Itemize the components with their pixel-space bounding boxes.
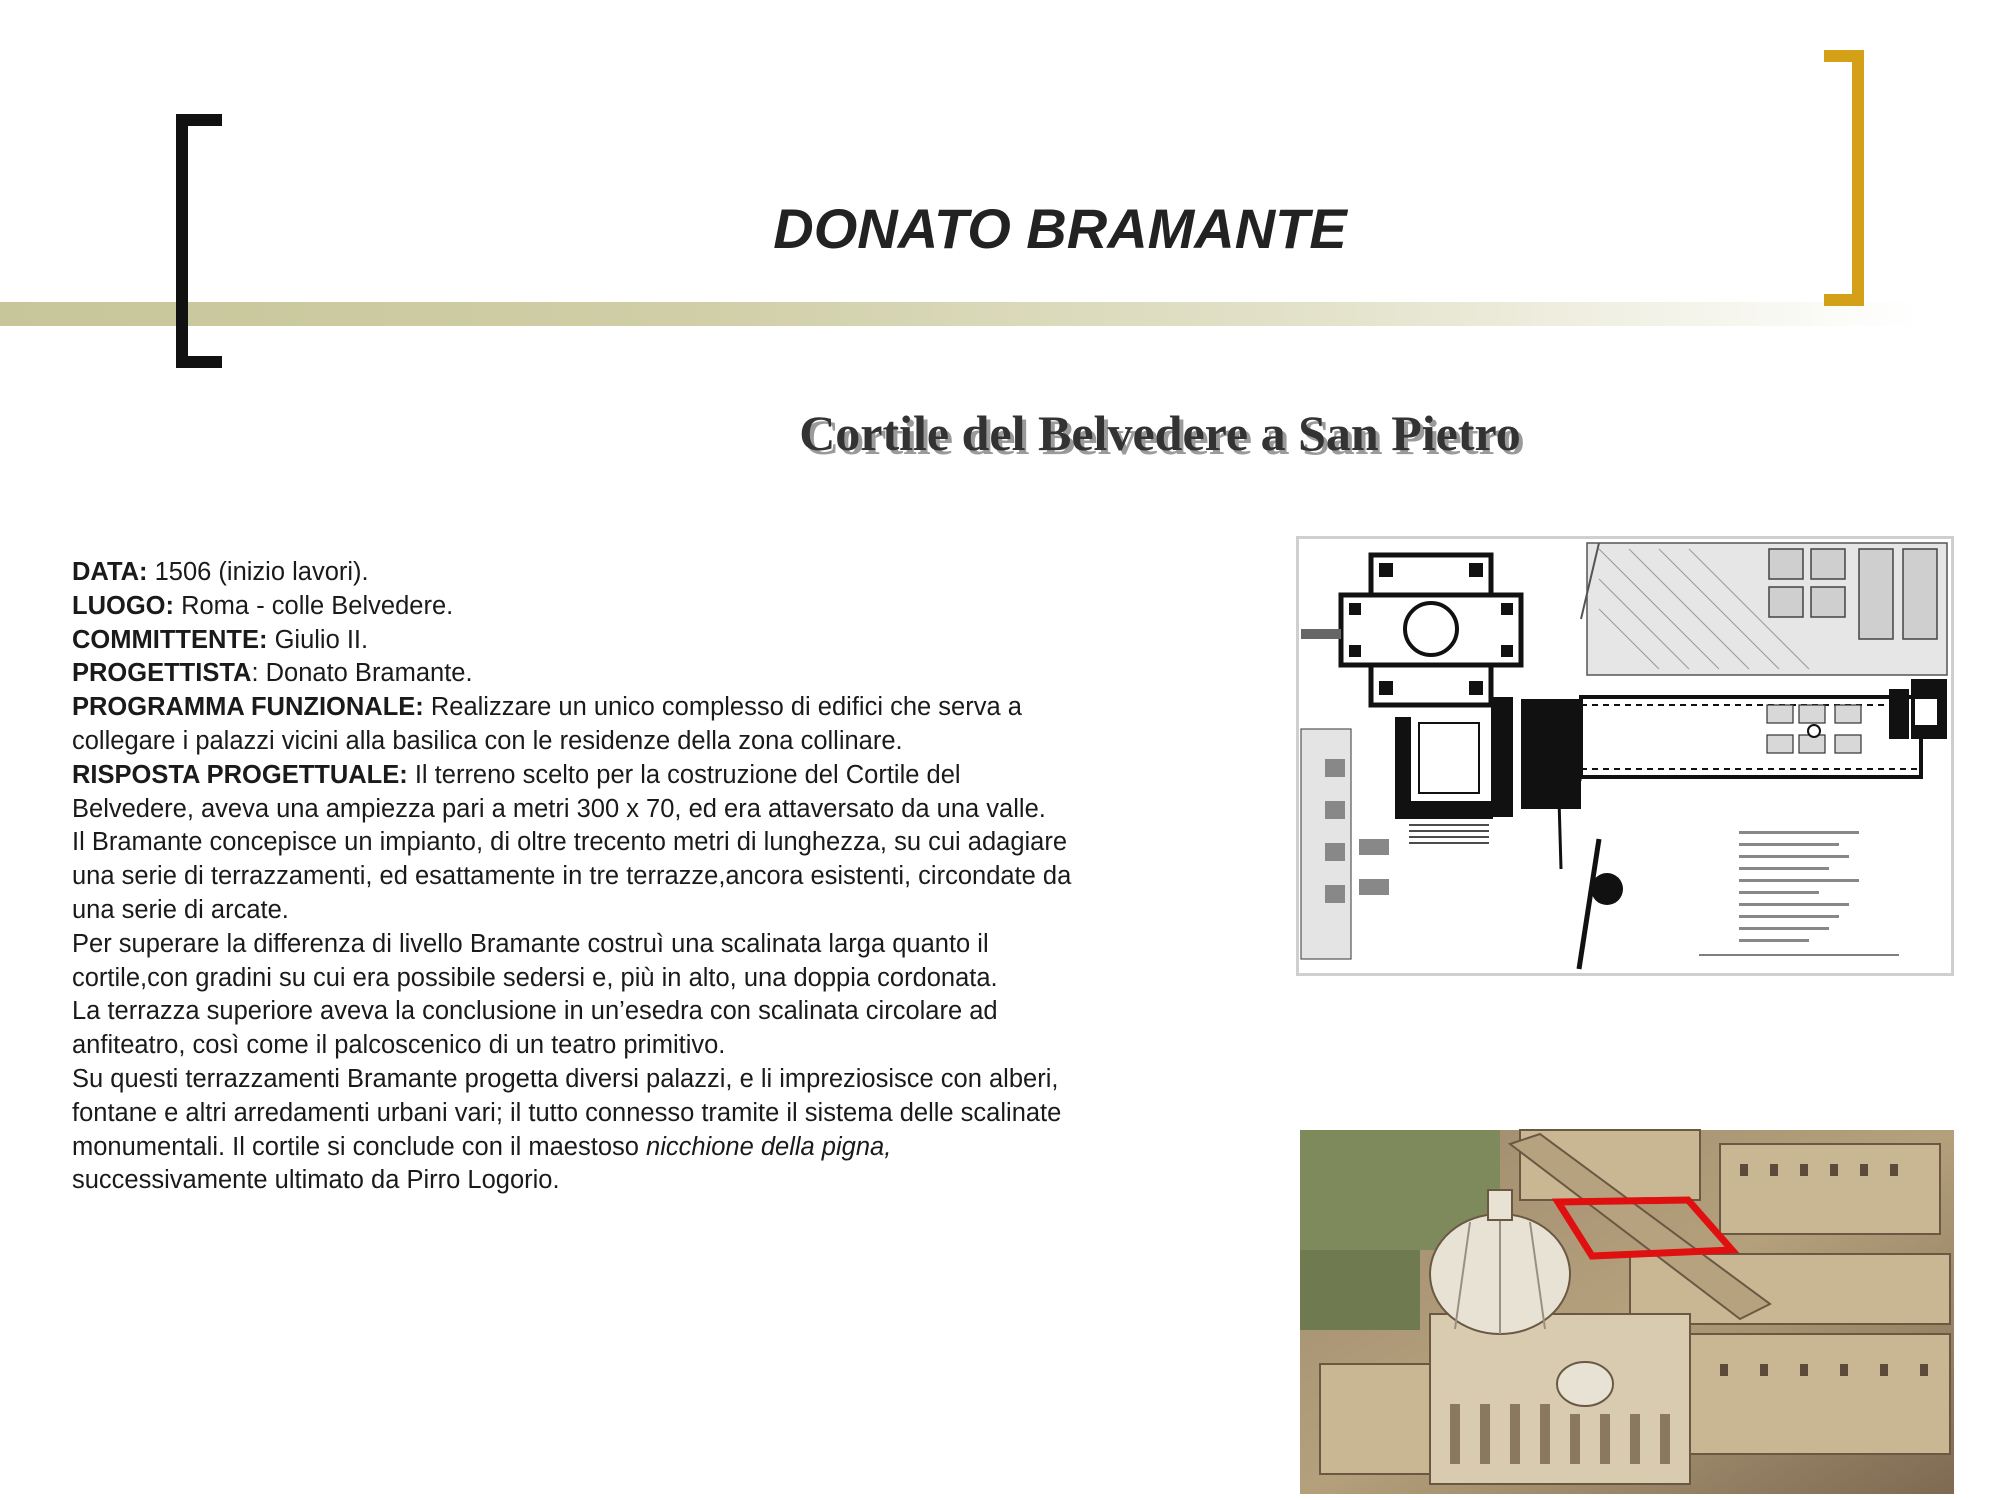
page-title: DONATO BRAMANTE (773, 197, 1347, 260)
aerial-photo-image (1300, 1104, 1954, 1494)
paragraph-esedra: La terrazza superiore aveva la conclusione in un’esedra con scalinata circolare ad anfiteatro, così come il palcoscenico di un teatro primitivo. (72, 997, 998, 1060)
risposta-line (72, 759, 1072, 827)
page-subtitle: Cortile del Belvedere a San Pietro (799, 405, 1521, 461)
programma-label: PROGRAMMA FUNZIONALE: (72, 693, 424, 722)
committente-line (72, 624, 1072, 658)
paragraph-impianto: Il Bramante concepisce un impianto, di oltre trecento metri di lunghezza, su cui adagiare una serie di terrazzamenti, ed esattamente in tre terrazze,ancora esistenti, circondate da una serie di arcate. (72, 828, 1072, 924)
luogo-label: LUOGO: (72, 591, 174, 620)
paragraph-palazzi-end: successivamente ultimato da Pirro Logorio. (72, 1166, 560, 1195)
committente-value: Giulio II. (267, 625, 369, 654)
progettista-line (72, 657, 1072, 691)
data-label: DATA: (72, 558, 148, 586)
risposta-label: RISPOSTA PROGETTUALE: (72, 760, 408, 789)
right-bracket-decoration (1824, 50, 1864, 306)
paragraph-palazzi (72, 1063, 1072, 1198)
belvedere-plan-image (1296, 536, 1954, 976)
description-text (72, 556, 1072, 1198)
programma-line (72, 691, 1072, 759)
plan-drawing (1299, 539, 1951, 973)
data-value: 1506 (inizio lavori). (147, 558, 369, 586)
aerial-photo-drawing (1300, 1104, 1954, 1494)
decorative-band (0, 302, 1920, 326)
luogo-line (72, 590, 1072, 624)
paragraph-scalinata: Per superare la differenza di livello Bramante costruì una scalinata larga quanto il cortile,con gradini su cui era possibile sedersi e, più in alto, una doppia cordonata. (72, 929, 998, 992)
paragraph-palazzi-start: Su questi terrazzamenti Bramante progetta diversi palazzi, e li impreziosisce con alberi, fontane e altri arredamenti urbani vari; il tutto connesso tramite il sistema delle scalinate monumentali. Il cortile si conclude con il maestoso (72, 1064, 1062, 1161)
left-bracket-decoration (176, 114, 222, 368)
progettista-label: PROGETTISTA (72, 659, 252, 688)
risposta-value: Il terreno scelto per la costruzione del Cortile del Belvedere, aveva una ampiezza pari a metri 300 x 70, ed era attaversato da una valle. (72, 760, 1046, 823)
progettista-value: : Donato Bramante. (251, 659, 473, 688)
programma-value: Realizzare un unico complesso di edifici che serva a collegare i palazzi vicini alla basilica con le residenze della zona collinare. (72, 693, 1022, 755)
paragraph-palazzi-italic: nicchione della pigna, (646, 1132, 892, 1161)
data-line (72, 556, 1072, 590)
committente-label: COMMITTENTE: (72, 625, 268, 654)
luogo-value: Roma - colle Belvedere. (174, 591, 454, 620)
